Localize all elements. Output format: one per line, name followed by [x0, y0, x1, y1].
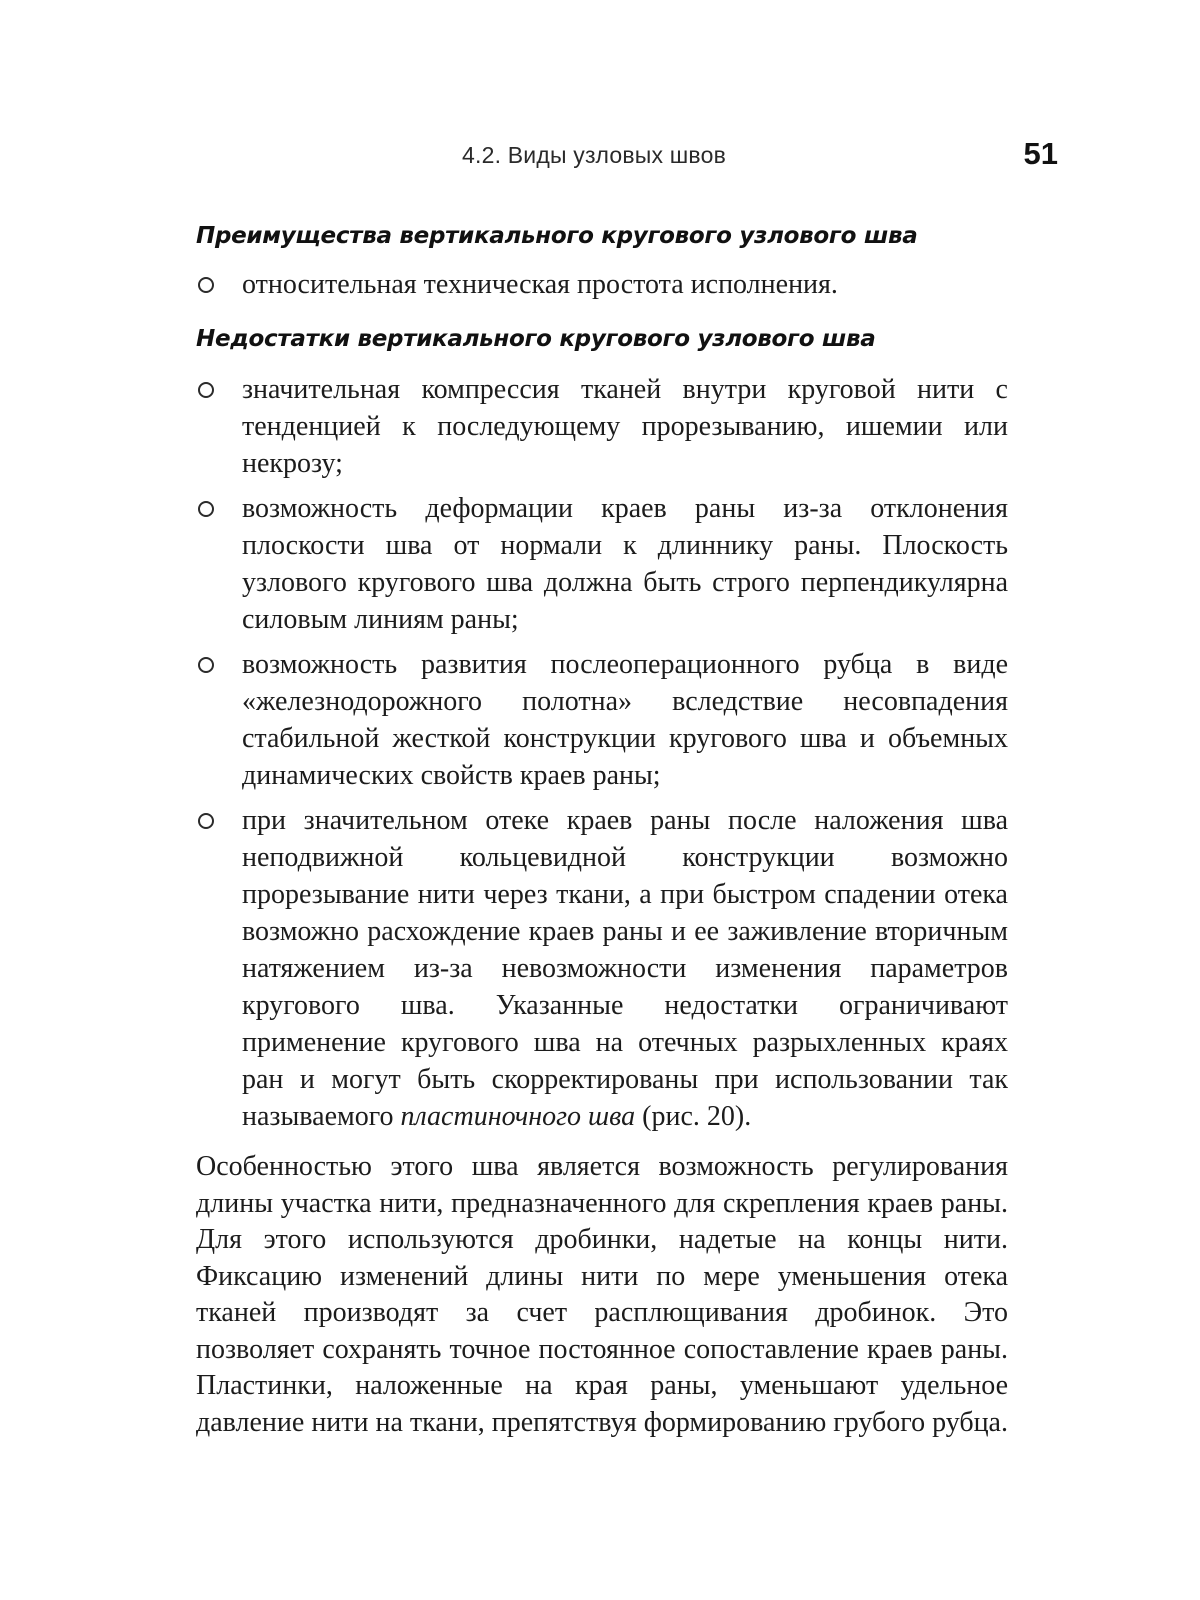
list-item — [196, 490, 1008, 638]
disadvantages-list — [196, 371, 1008, 1135]
list-item — [196, 266, 1008, 303]
running-header — [0, 138, 1200, 178]
advantages-list — [196, 266, 1008, 303]
circle-bullet-icon — [198, 501, 214, 517]
list-item — [196, 371, 1008, 482]
emphasis-term: пластиночного шва — [400, 1101, 636, 1132]
advantages-heading: Преимущества вертикального кругового узлового шва — [196, 223, 918, 249]
list-item-text-start: при значительном отеке краев раны после наложения шва неподвижной кольцевидной конструкции возможно прорезывание нити через ткани, а при быстром спадении отека возможно расхождение краев раны и ее заживление вторичным натяжением из-за невозможности изменения параметров кругового шва. Указанные недостатки ограничивают применение кругового шва на отечных разрыхленных краях ран и могут быть скорректированы при использовании так называемого — [242, 805, 1008, 1132]
body-paragraph: Особенностью этого шва является возможность регулирования длины участка нити, предназначенного для скрепления краев раны. Для этого используются дробинки, надетые на концы нити. Фиксацию изменений длины нити по мере уменьшения отека тканей производят за счет расплющивания дробинок. Это позволяет сохранять точное постоянное сопоставление краев раны. Пластинки, наложенные на края раны, уменьшают удельное давление нити на ткани, препятствуя формированию грубого рубца. — [196, 1151, 1008, 1438]
circle-bullet-icon — [198, 382, 214, 398]
page-number: 51 — [1023, 136, 1058, 171]
circle-bullet-icon — [198, 657, 214, 673]
list-item — [196, 646, 1008, 794]
list-item-text-end: (рис. 20). — [635, 1101, 752, 1132]
list-item-text: относительная техническая простота исполнения. — [242, 269, 838, 300]
list-item — [196, 802, 1008, 1135]
page-content — [196, 218, 1008, 1441]
disadvantages-heading: Недостатки вертикального кругового узлового шва — [196, 326, 876, 352]
running-title: 4.2. Виды узловых швов — [462, 142, 727, 168]
list-item-text: возможность деформации краев раны из-за отклонения плоскости шва от нормали к длиннику раны. Плоскость узлового кругового шва должна быть строго перпендикулярна силовым линиям раны; — [242, 493, 1008, 635]
circle-bullet-icon — [198, 277, 214, 293]
list-item-text: возможность развития послеоперационного рубца в виде «железнодорожного полотна» вследствие несовпадения стабильной жесткой конструкции кругового шва и объемных динамических свойств краев раны; — [242, 649, 1008, 791]
circle-bullet-icon — [198, 813, 214, 829]
list-item-text: значительная компрессия тканей внутри круговой нити с тенденцией к последующему прорезыванию, ишемии или некрозу; — [242, 374, 1008, 479]
